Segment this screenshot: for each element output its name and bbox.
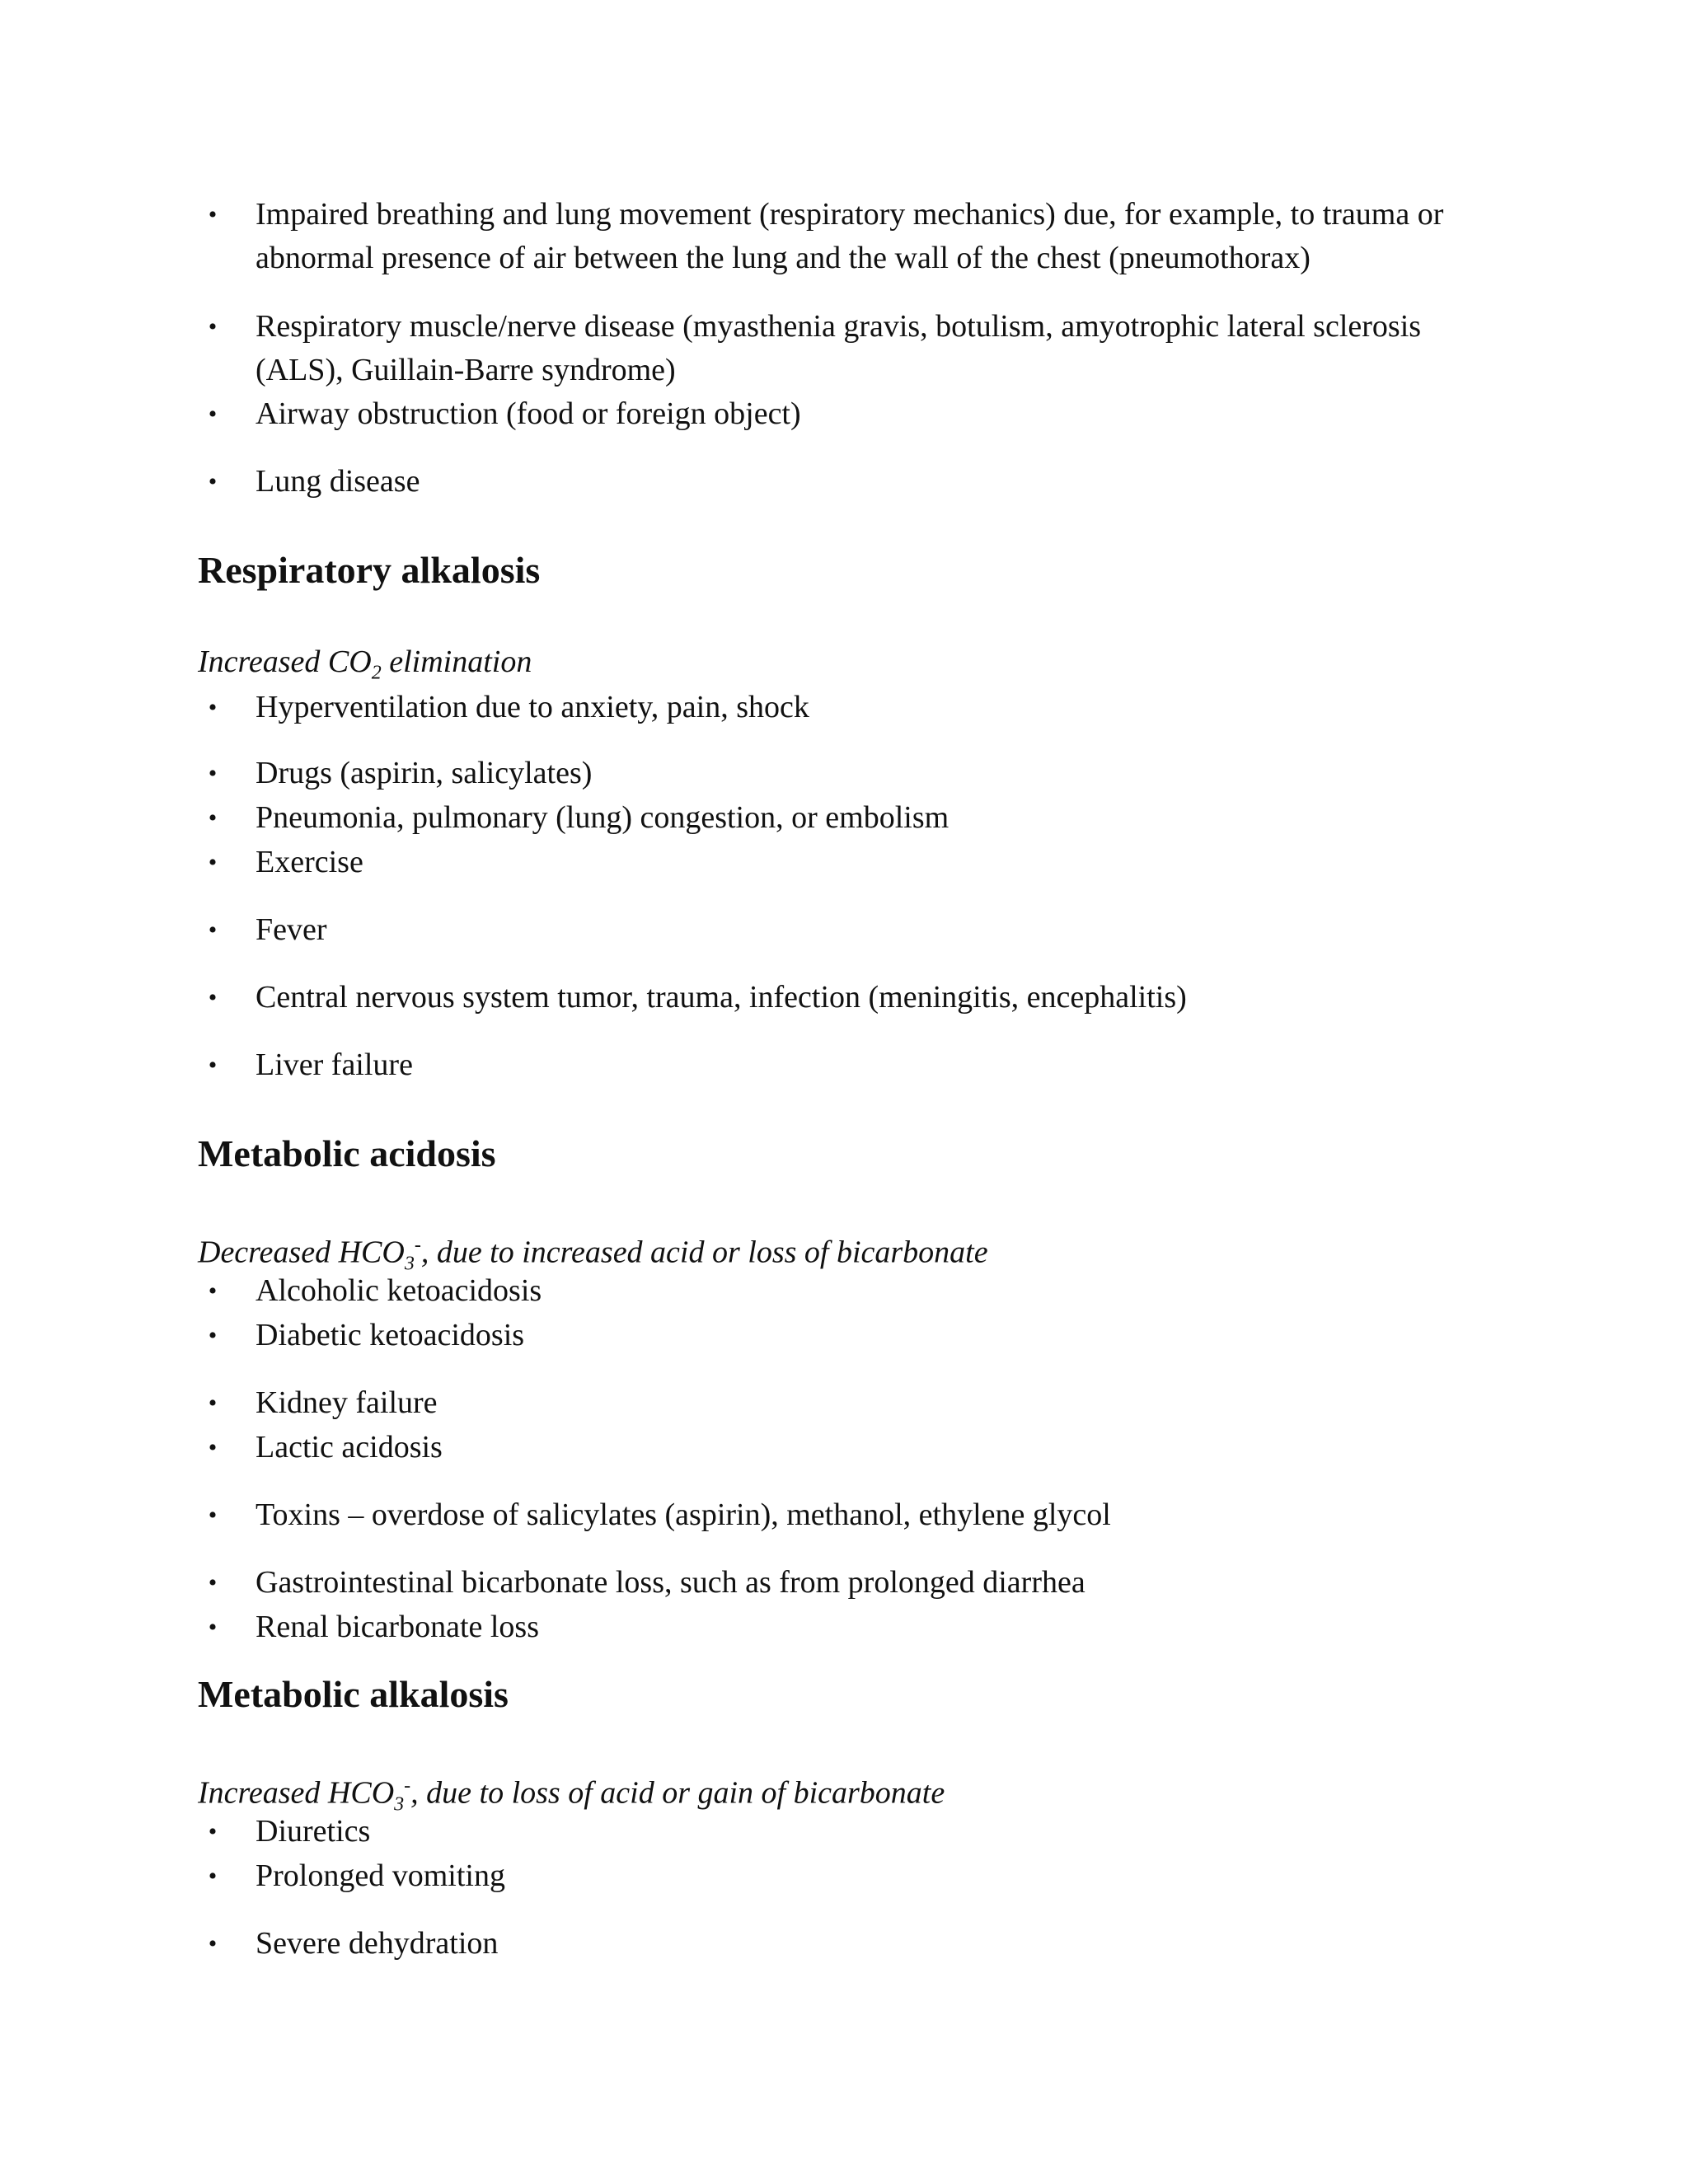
subheading-subscript: 3 <box>404 1253 415 1275</box>
list-item-text: Drugs (aspirin, salicylates) <box>256 756 593 790</box>
section-heading-metabolic-alkalosis: Metabolic alkalosis <box>198 1673 509 1715</box>
list-item-text: Impaired breathing and lung movement (respiratory mechanics) due, for example, to trauma or abnormal presence of air between the lung and the wall of the chest (pneumothorax) <box>256 197 1444 275</box>
bullet-icon: • <box>208 849 218 876</box>
bullet-icon: • <box>208 916 218 944</box>
list-item-text: Lactic acidosis <box>256 1430 443 1465</box>
list-item-text: Fever <box>256 912 327 947</box>
subheading-text: elimination <box>381 644 532 679</box>
bullet-icon: • <box>208 1390 218 1417</box>
bullet-icon: • <box>208 1277 218 1305</box>
bullet-icon: • <box>208 1818 218 1845</box>
bullet-icon: • <box>208 984 218 1011</box>
list-item-text: Airway obstruction (food or foreign object) <box>256 396 801 431</box>
subheading-text: , due to increased acid or loss of bicarbonate <box>420 1235 988 1270</box>
bullet-icon: • <box>208 1502 218 1529</box>
subheading-text: , due to loss of acid or gain of bicarbonate <box>410 1775 945 1811</box>
bullet-icon: • <box>208 804 218 832</box>
subheading-text: Increased CO <box>198 644 372 679</box>
list-item-text: Renal bicarbonate loss <box>256 1610 540 1644</box>
bullet-icon: • <box>208 1863 218 1890</box>
list-item-text: Prolonged vomiting <box>256 1858 505 1893</box>
list-item-text: Exercise <box>256 845 363 879</box>
bullet-icon: • <box>208 468 218 495</box>
subheading-text: Decreased HCO <box>198 1235 405 1270</box>
bullet-icon: • <box>208 694 218 721</box>
bullet-icon: • <box>208 201 218 228</box>
list-item-text: Diabetic ketoacidosis <box>256 1318 525 1352</box>
bullet-icon: • <box>208 1569 218 1596</box>
list-item-text: Hyperventilation due to anxiety, pain, shock <box>256 690 809 724</box>
subheading-text: Increased HCO <box>198 1775 395 1811</box>
bullet-icon: • <box>208 1052 218 1079</box>
bullet-icon: • <box>208 1614 218 1641</box>
bullet-icon: • <box>208 313 218 340</box>
bullet-icon: • <box>208 760 218 787</box>
subheading-superscript: - <box>414 1235 421 1256</box>
list-item-text: Lung disease <box>256 464 420 499</box>
subheading-subscript: 2 <box>371 662 382 684</box>
list-item-text: Gastrointestinal bicarbonate loss, such as from prolonged diarrhea <box>256 1565 1085 1600</box>
bullet-icon: • <box>208 1434 218 1461</box>
list-item-text: Diuretics <box>256 1814 371 1849</box>
list-item-text: Liver failure <box>256 1047 413 1082</box>
bullet-icon: • <box>208 401 218 428</box>
list-item-text: Pneumonia, pulmonary (lung) congestion, or embolism <box>256 800 950 835</box>
list-item-text: Respiratory muscle/nerve disease (myasthenia gravis, botulism, amyotrophic lateral sclerosis (ALS), Guillain-Barre syndrome) <box>256 309 1422 387</box>
list-item-text: Kidney failure <box>256 1385 438 1420</box>
bullet-icon: • <box>208 1322 218 1349</box>
section-heading-metabolic-acidosis: Metabolic acidosis <box>198 1132 496 1174</box>
section-heading-respiratory-alkalosis: Respiratory alkalosis <box>198 549 541 591</box>
list-item-text: Central nervous system tumor, trauma, infection (meningitis, encephalitis) <box>256 980 1187 1015</box>
bullet-icon: • <box>208 1930 218 1957</box>
list-item-text: Severe dehydration <box>256 1926 499 1961</box>
subheading-subscript: 3 <box>394 1793 405 1816</box>
subheading-superscript: - <box>404 1775 411 1797</box>
list-item-text: Toxins – overdose of salicylates (aspirin), methanol, ethylene glycol <box>256 1497 1111 1532</box>
list-item-text: Alcoholic ketoacidosis <box>256 1273 542 1308</box>
